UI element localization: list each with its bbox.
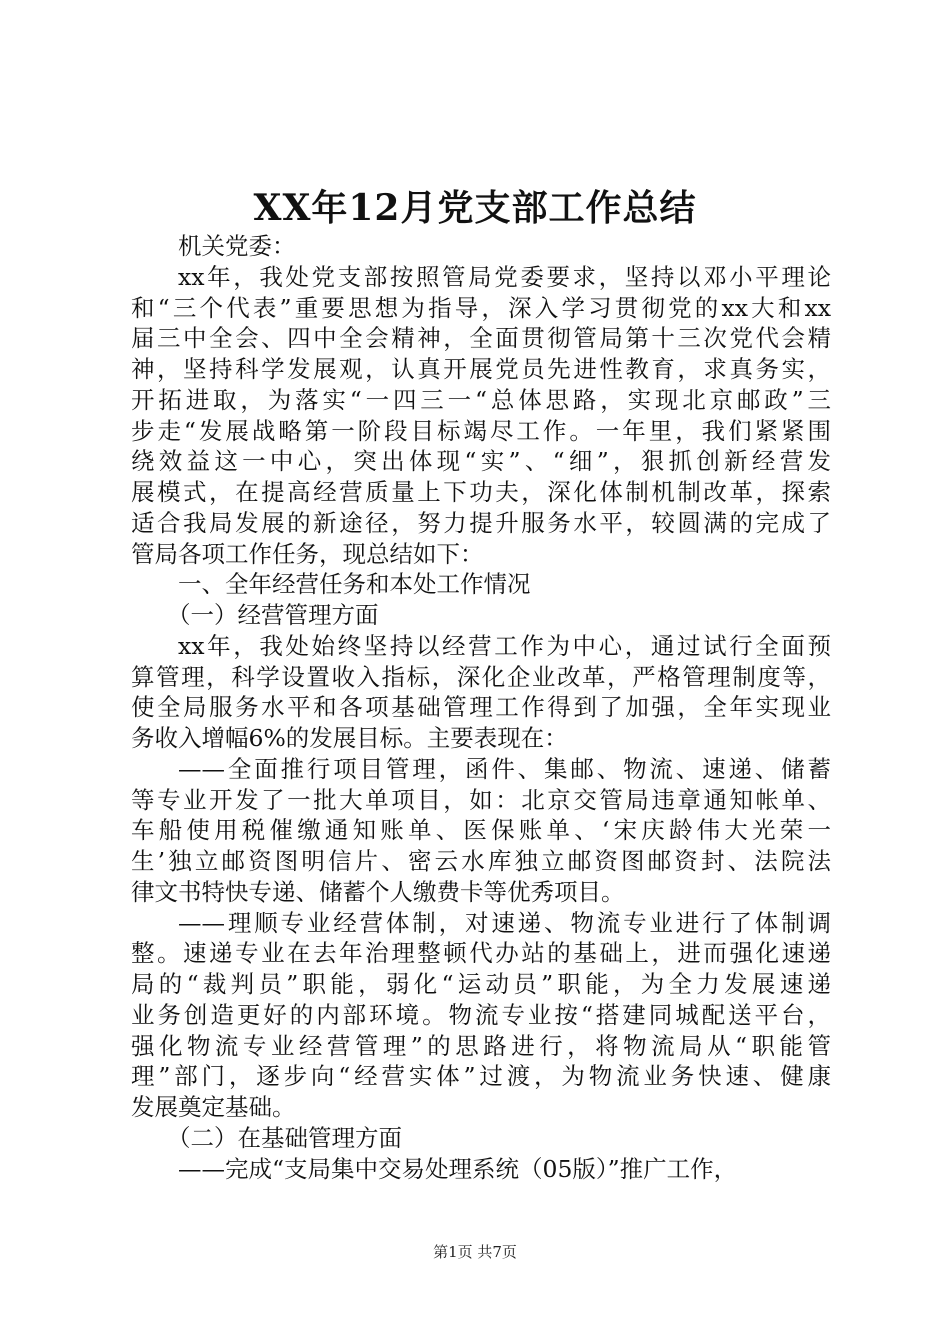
text-line: 开拓进取，为落实“一四三一“总体思路，实现北京邮政”三 <box>131 385 831 414</box>
text-line: 等专业开发了一批大单项目，如：北京交管局违章通知帐单、 <box>131 785 831 814</box>
page-footer: 第1页 共7页 <box>433 1243 517 1261</box>
text-line: xx年，我处党支部按照管局党委要求，坚持以邓小平理论 <box>178 262 831 291</box>
text-line: 强化物流专业经营管理”的思路进行，将物流局从“职能管 <box>131 1031 831 1060</box>
text-line: （一）经营管理方面 <box>167 601 379 629</box>
text-line: ——全面推行项目管理，函件、集邮、物流、速递、储蓄 <box>178 754 831 783</box>
text-line: 局的“裁判员”职能，弱化“运动员”职能，为全力发展速递 <box>131 970 831 998</box>
text-line: 机关党委： <box>178 232 296 260</box>
text-line: （二）在基础管理方面 <box>167 1123 402 1152</box>
document-body <box>131 231 831 1184</box>
text-line: 律文书特快专递、储蓄个人缴费卡等优秀项目。 <box>131 877 625 906</box>
text-line: 发展奠定基础。 <box>131 1093 296 1121</box>
text-line: 业务创造更好的内部环境。物流专业按“搭建同城配送平台， <box>131 1000 831 1029</box>
text-line: 务收入增幅6%的发展目标。主要表现在： <box>131 724 568 752</box>
page-title: XX年12月党支部工作总结 <box>253 187 697 229</box>
text-line: 步走“发展战略第一阶段目标竭尽工作。一年里，我们紧紧围 <box>131 416 831 445</box>
text-line: 管局各项工作任务，现总结如下： <box>131 539 484 568</box>
text-line: xx年，我处始终坚持以经营工作为中心，通过试行全面预 <box>178 631 831 660</box>
text-line: 整。速递专业在去年治理整顿代办站的基础上，进而强化速递 <box>131 939 831 968</box>
text-line: 算管理，科学设置收入指标，深化企业改革，严格管理制度等， <box>131 662 831 691</box>
text-line: 一、全年经营任务和本处工作情况 <box>178 570 531 599</box>
text-line: ——完成“支局集中交易处理系统（05版）”推广工作， <box>178 1154 738 1183</box>
text-line: 绕效益这一中心，突出体现“实”、“细”，狠抓创新经营发 <box>131 447 831 476</box>
text-line: 适合我局发展的新途径，努力提升服务水平，较圆满的完成了 <box>131 508 831 537</box>
text-line: 使全局服务水平和各项基础管理工作得到了加强，全年实现业 <box>131 693 831 722</box>
text-line: 生’独立邮资图明信片、密云水库独立邮资图邮资封、法院法 <box>131 847 831 875</box>
text-line: 车船使用税催缴通知账单、医保账单、‘宋庆龄伟大光荣一 <box>131 816 831 845</box>
text-line: 展模式，在提高经营质量上下功夫，深化体制机制改革，探索 <box>131 478 831 506</box>
text-line: 神，坚持科学发展观，认真开展党员先进性教育，求真务实， <box>131 355 831 383</box>
text-line: 和“三个代表”重要思想为指导，深入学习贯彻党的xx大和xx <box>131 293 831 322</box>
text-line: ——理顺专业经营体制，对速递、物流专业进行了体制调 <box>178 908 831 937</box>
text-line: 届三中全会、四中全会精神，全面贯彻管局第十三次党代会精 <box>131 324 831 353</box>
text-line: 理”部门，逐步向“经营实体”过渡，为物流业务快速、健康 <box>131 1062 831 1091</box>
